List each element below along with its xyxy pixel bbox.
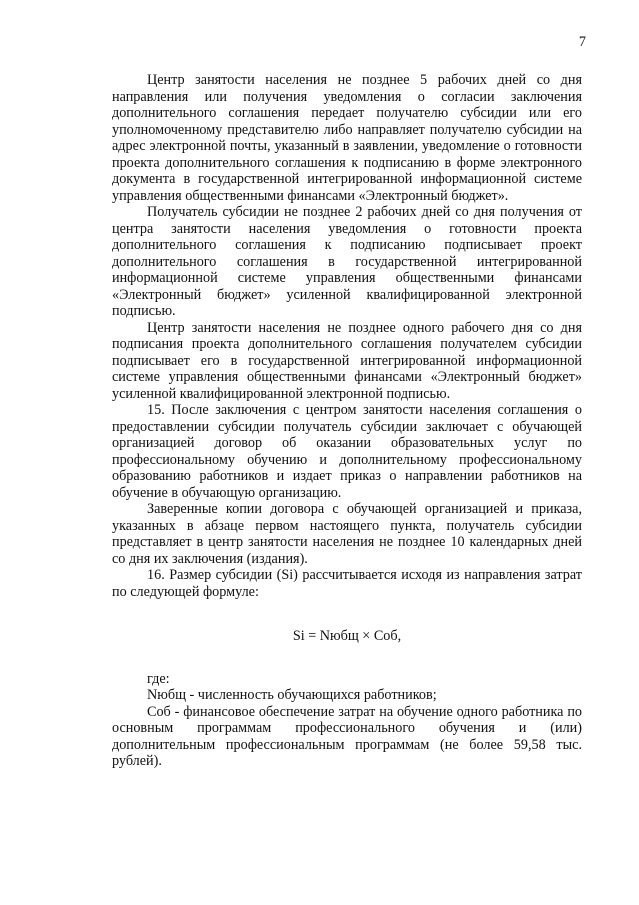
document-body xyxy=(112,72,582,770)
definition-n: Nюбщ - численность обучающихся работников; xyxy=(147,687,437,703)
paragraph-notification: Центр занятости населения не позднее 5 рабочих дней со дня направления или получения уведомления о согласии заключения дополнительного соглашения передает получателю субсидии или его уполномоченному представителю либо направляет получателю субсидии на адрес электронной почты, указанный в заявлении, уведомление о готовности проекта дополнительного соглашения к подписанию в форме электронного документа в государственной интегрированной информационной системе управления общественными финансами «Электронный бюджет». xyxy=(112,72,582,204)
paragraph-recipient-signing: Получатель субсидии не позднее 2 рабочих дней со дня получения от центра занятости населения уведомления о готовности проекта дополнительного соглашения к подписанию подписывает проект дополнительного соглашения в государственной интегрированной информационной системе управления общественными финансами «Электронный бюджет» усиленной квалифицированной электронной подписью. xyxy=(112,204,582,319)
paragraph-copies: Заверенные копии договора с обучающей организацией и приказа, указанных в абзаце первом настоящего пункта, получатель субсидии представляет в центр занятости населения не позднее 10 календарных дней со дня их заключения (издания). xyxy=(112,501,582,567)
where-label: где: xyxy=(147,670,170,687)
paragraph-center-signing: Центр занятости населения не позднее одного рабочего дня со дня подписания проекта дополнительного соглашения получателем субсидии подписывает его в государственной интегрированной информационной системе управления общественными финансами «Электронный бюджет» усиленной квалифицированной электронной подписью. xyxy=(112,319,582,402)
paragraph-item-15: 15. После заключения с центром занятости населения соглашения о предоставлении субсидии получатель субсидии заключает с обучающей организацией договор об оказании образовательных услуг по профессиональному обучению и дополнительному профессиональному образованию работников и издает приказ о направлении работников на обучение в обучающую организацию. xyxy=(112,402,582,501)
subsidy-formula: Si = Nюбщ × Cоб, xyxy=(292,628,402,644)
definition-c: Cоб - финансовое обеспечение затрат на обучение одного работника по основным программам профессионального обучения и (или) дополнительным профессиональным программам (не более 59,58 тыс. рублей). xyxy=(112,703,582,769)
paragraph-item-16: 16. Размер субсидии (Si) рассчитывается исходя из направления затрат по следующей формуле: xyxy=(112,567,582,600)
page-number: 7 xyxy=(578,34,586,50)
